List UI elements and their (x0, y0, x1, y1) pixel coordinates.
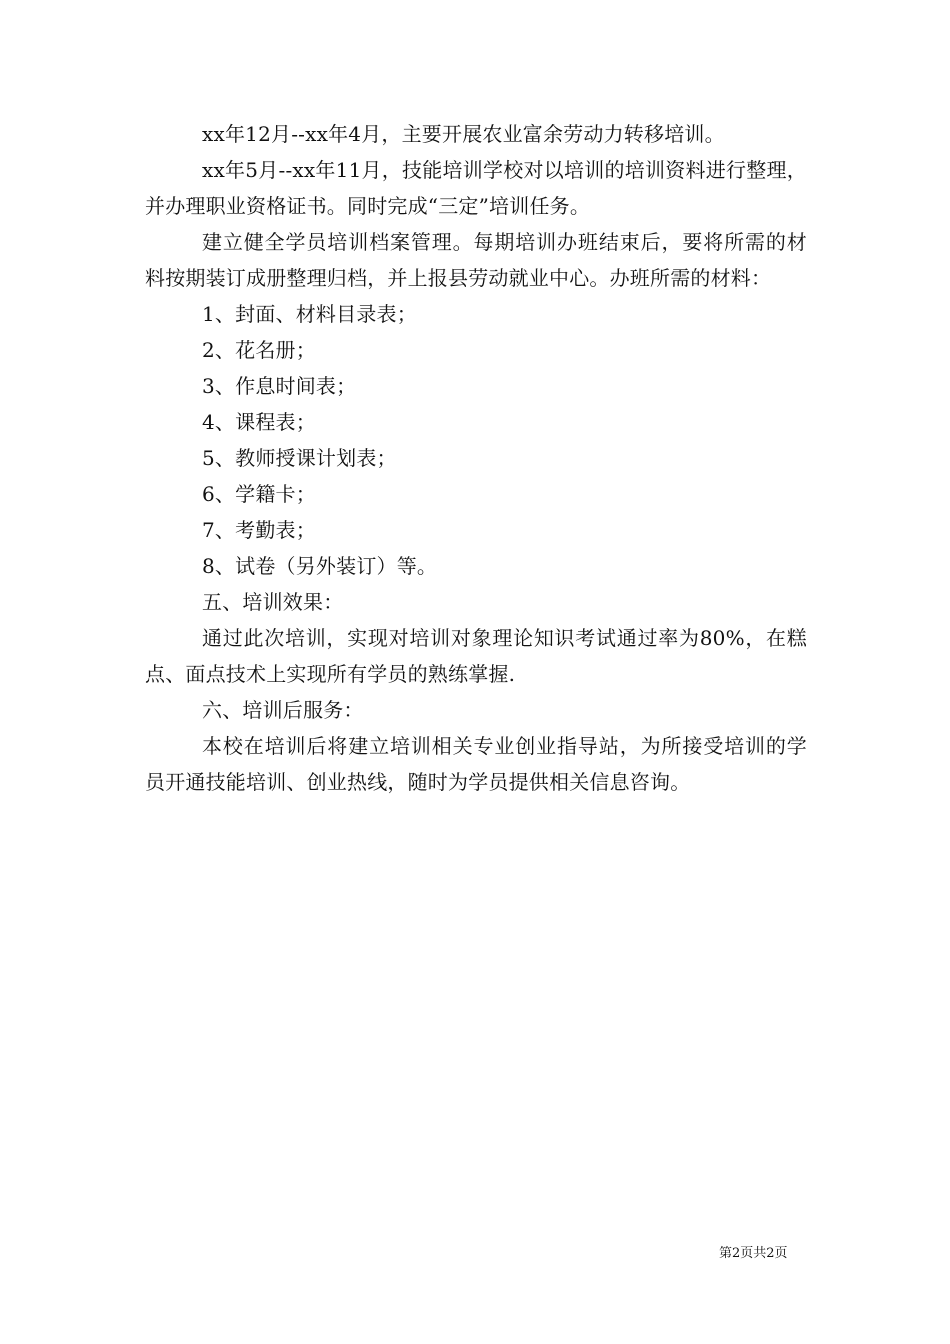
section-heading-training-effect: 五、培训效果： (202, 590, 344, 614)
list-item: 8、试卷（另外装订）等。 (202, 554, 438, 578)
paragraph-post-training-service: 本校在培训后将建立培训相关专业创业指导站，为所接受培训的学员开通技能培训、创业热线，随时为学员提供相关信息咨询。 (145, 734, 807, 794)
list-item: 2、花名册； (202, 338, 316, 362)
paragraph-schedule-winter: xx年12月--xx年4月，主要开展农业富余劳动力转移培训。 (202, 122, 725, 146)
page-number-footer: 第2页共2页 (719, 1246, 788, 1261)
list-item: 5、教师授课计划表； (202, 446, 397, 470)
document-body (145, 116, 807, 800)
section-heading-post-training-service: 六、培训后服务： (202, 698, 364, 722)
list-item: 4、课程表； (202, 410, 316, 434)
paragraph-training-effect: 通过此次培训，实现对培训对象理论知识考试通过率为80%，在糕点、面点技术上实现所有学员的熟练掌握. (145, 626, 807, 686)
list-item: 3、作息时间表； (202, 374, 357, 398)
list-item: 1、封面、材料目录表； (202, 302, 417, 326)
list-item: 6、学籍卡； (202, 482, 316, 506)
list-item: 7、考勤表； (202, 518, 316, 542)
paragraph-archive-management: 建立健全学员培训档案管理。每期培训办班结束后，要将所需的材料按期装订成册整理归档，并上报县劳动就业中心。办班所需的材料： (145, 230, 807, 290)
paragraph-schedule-summer: xx年5月--xx年11月，技能培训学校对以培训的培训资料进行整理，并办理职业资格证书。同时完成“三定”培训任务。 (145, 158, 807, 218)
